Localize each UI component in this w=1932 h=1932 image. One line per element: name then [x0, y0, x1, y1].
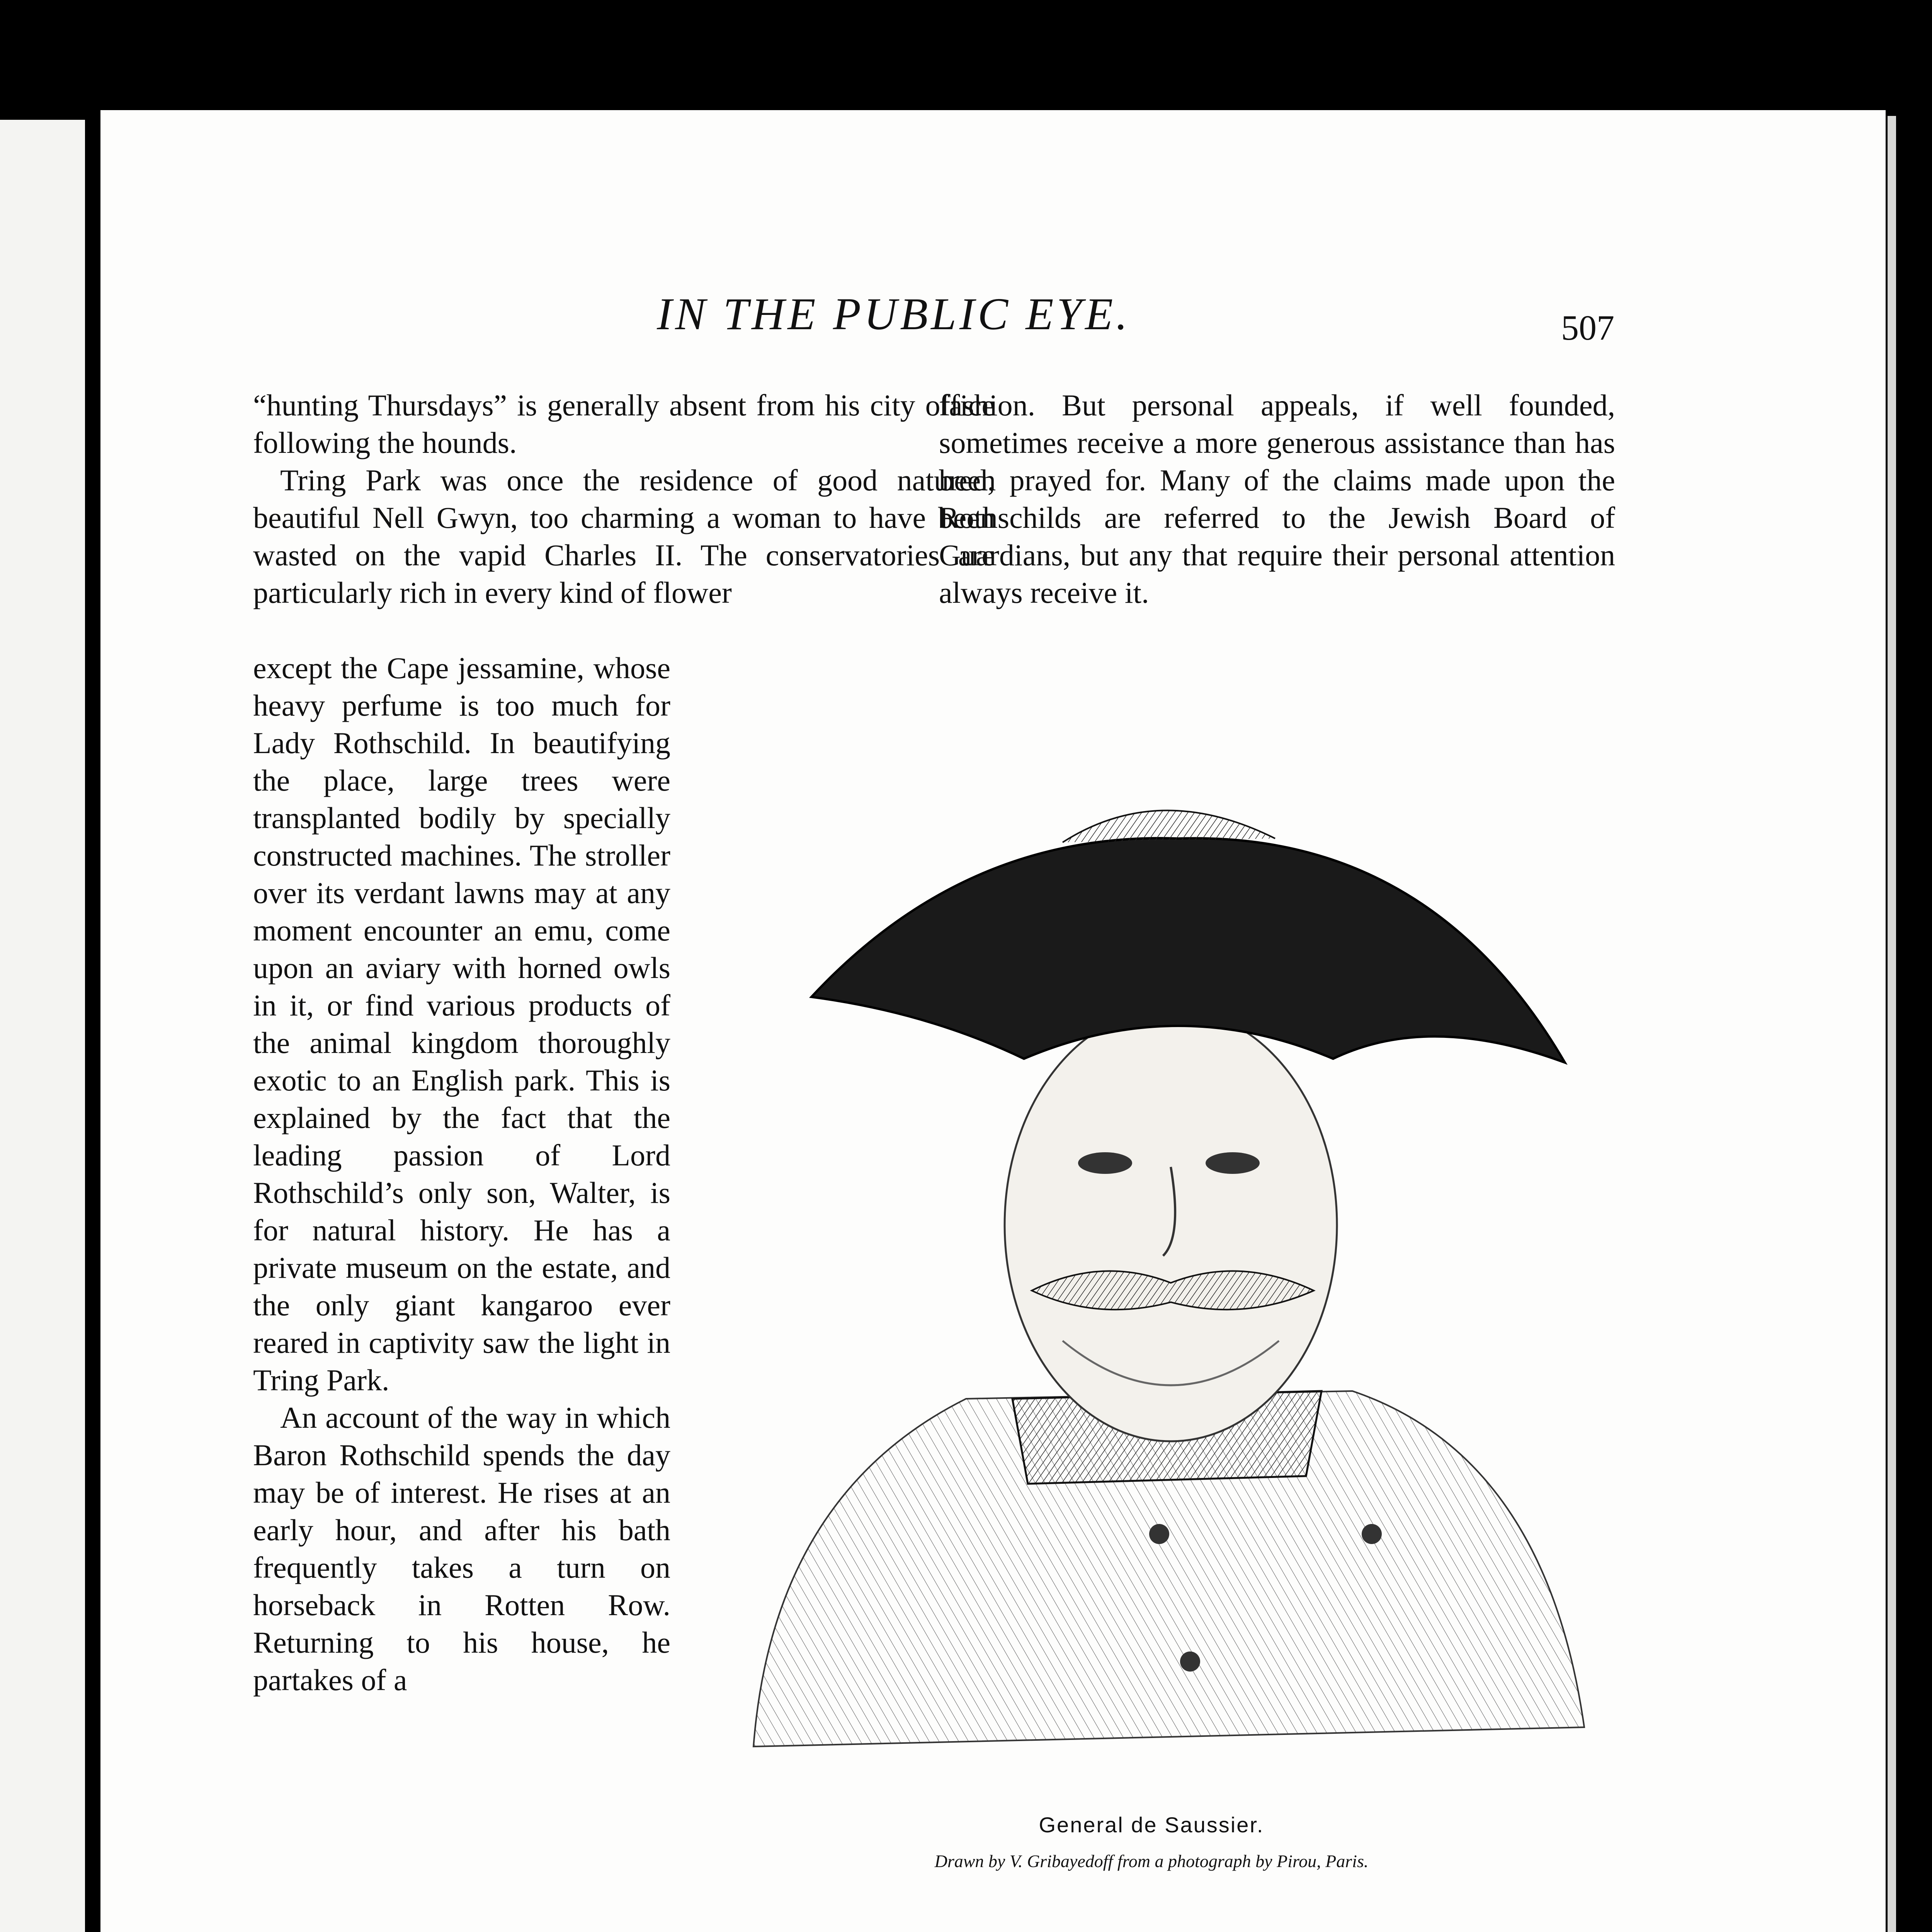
right-column-top: [939, 386, 1615, 611]
paragraph: An account of the way in which Baron Rothschild spends the day may be of interest. He rises at an early hour, and after his bath frequently takes a turn on horseback in Rotten Row. Returning to his house, he partakes of a: [253, 1401, 670, 1697]
paragraph: except the Cape jessamine, whose heavy perfume is too much for Lady Rothschild. In beautifying the place, large trees were transplanted bodily by specially constructed machines. The stroller over its verdant lawns may at any moment encounter an emu, come upon an aviary with horned owls in it, or find various products of the animal kingdom thoroughly exotic to an English park. This is explained by the fact that the leading passion of Lord Rothschild’s only son, Walter, is for natural history. He has a private museum on the estate, and the only giant kangaroo ever reared in captivity saw the light in Tring Park.: [253, 651, 670, 1397]
eye: [1078, 1152, 1132, 1174]
face: [1005, 1009, 1337, 1441]
page-edge-shadow: [1888, 116, 1896, 1932]
illustration-caption: General de Saussier.: [1039, 1813, 1264, 1837]
uniform-button: [1362, 1524, 1382, 1544]
portrait-illustration: [696, 742, 1604, 1766]
uniform-button: [1180, 1651, 1200, 1672]
running-title: IN THE PUBLIC EYE.: [657, 289, 1131, 339]
left-column-top: [253, 386, 995, 611]
paragraph: Tring Park was once the residence of good natured, beautiful Nell Gwyn, too charming a woman to have been wasted on the vapid Charles II. The conservatories are particularly rich in every kind of flower: [253, 463, 995, 609]
previous-page-edge: [0, 120, 85, 1932]
left-column-narrow: [253, 649, 670, 1699]
uniform-button: [1149, 1524, 1169, 1544]
eye: [1206, 1152, 1260, 1174]
page-number: 507: [1561, 308, 1614, 347]
paragraph: fashion. But personal appeals, if well founded, sometimes receive a more generous assistance than has been prayed for. Many of the claims made upon the Rothschilds are referred to the Jewish Board of Guardians, but any that require their personal attention always receive it.: [939, 388, 1615, 609]
paragraph: “hunting Thursdays” is generally absent from his city office following the hounds.: [253, 388, 995, 459]
illustration-credit: Drawn by V. Gribayedoff from a photograph by Pirou, Paris.: [934, 1851, 1369, 1871]
